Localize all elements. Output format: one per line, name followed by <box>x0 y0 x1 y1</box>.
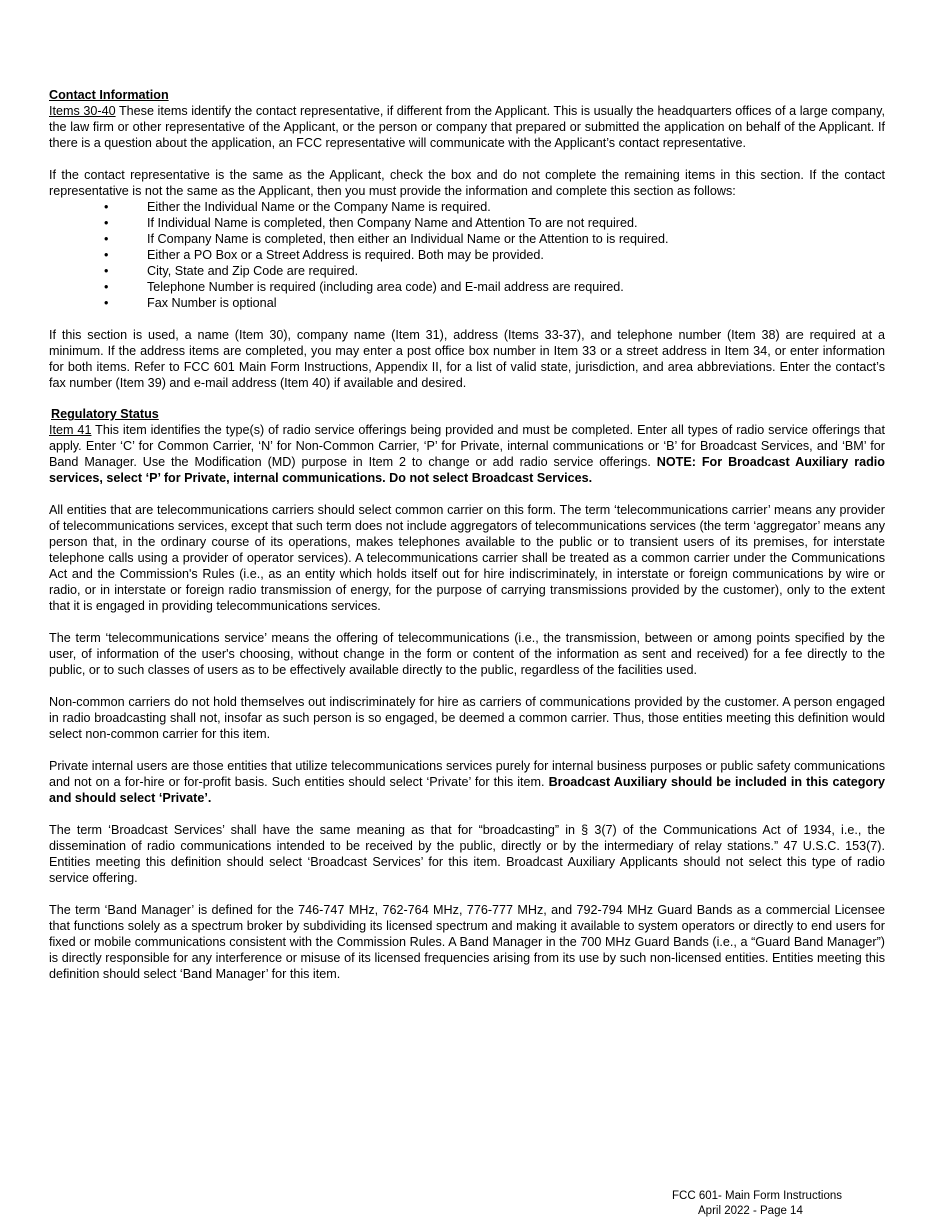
list-item: • Telephone Number is required (including area code) and E-mail address are required. <box>104 280 624 294</box>
contact-requirements-list <box>49 199 885 311</box>
contact-intro-paragraph: Items 30-40 These items identify the contact representative, if different from the Applicant. This is usually the headquarters offices of a large company, the law firm or other representative of the Applicant, or the person or company that prepared or submitted the application on behalf of the Applicant. If there is a question about the application, an FCC representative will communicate with the Applicant’s contact representative. <box>49 104 885 150</box>
bullet-icon: • <box>104 296 109 310</box>
list-item: • If Company Name is completed, then either an Individual Name or the Attention to is required. <box>104 232 669 246</box>
band-manager-paragraph: The term ‘Band Manager’ is defined for the 746-747 MHz, 762-764 MHz, 776-777 MHz, and 792-794 MHz Guard Bands as a commercial Licensee that functions solely as a spectrum broker by subdividing its licensed spectrum and making it available to system operators or directly to end users for fixed or mobile communications consistent with the Commission Rules. A Band Manager in the 700 MHz Guard Bands (i.e., a “Guard Band Manager”) is directly responsible for any interference or misuse of its licensed frequencies arising from its use by such non-licensed entities. Entities meeting this definition should select ‘Band Manager’ for this item. <box>49 903 885 981</box>
telecom-service-paragraph: The term ‘telecommunications service’ means the offering of telecommunications (i.e., the transmission, between or among points specified by the user, of information of the user's choosing, without change in the form or content of the information as sent and received) for a fee directly to the public, or to such classes of users as to be effectively available directly to the public, regardless of the facilities used. <box>49 631 885 677</box>
broadcast-auxiliary-note: NOTE: For Broadcast Auxiliary radio services, select ‘P’ for Private, internal communications. Do not select Broadcast Services. <box>49 455 885 485</box>
regulatory-status-heading: Regulatory Status <box>51 407 159 421</box>
bullet-icon: • <box>104 200 109 214</box>
private-bold-note: Broadcast Auxiliary should be included in this category and should select ‘Private’. <box>49 775 886 805</box>
common-carrier-paragraph: All entities that are telecommunications carriers should select common carrier on this form. The term ‘telecommunications carrier’ means any provider of telecommunications services, except that such term does not include aggregators of telecommunications services (the term ‘aggregator’ means any person that, in the ordinary course of its operations, makes telephones available to the public or to transient users of its premises, for interstate telephone calls using a provider of operator services). A telecommunications carrier shall be treated as a common carrier under the Communications Act and the Commission's Rules (i.e., as an entity which holds itself out for hire indiscriminately, in interstate or foreign communications by wire or radio, or in interstate or foreign radio transmission of energy, for the purpose of carrying transmissions provided by the customer), only to the extent that it is engaged in providing telecommunications services. <box>49 503 885 613</box>
list-item: • Either a PO Box or a Street Address is required. Both may be provided. <box>104 248 544 262</box>
contact-usage-paragraph: If this section is used, a name (Item 30), company name (Item 31), address (Items 33-37), and telephone number (Item 38) are required at a minimum. If the address items are completed, you may enter a post office box number in Item 33 or a street address in Item 34, or enter information for both items. Refer to FCC 601 Main Form Instructions, Appendix II, for a list of valid state, jurisdiction, and area abbreviations. Enter the contact’s fax number (Item 39) and e-mail address (Item 40) if available and desired. <box>49 328 885 390</box>
broadcast-services-paragraph: The term ‘Broadcast Services’ shall have the same meaning as that for “broadcasting” in § 3(7) of the Communications Act of 1934, i.e., the dissemination of radio communications intended to be received by the public, directly or by the intermediary of relay stations.” 47 U.S.C. 153(7). Entities meeting this definition should select ‘Broadcast Services’ for this item. Broadcast Auxiliary Applicants should not select this type of radio service offering. <box>49 823 885 885</box>
list-item: • If Individual Name is completed, then Company Name and Attention To are not required. <box>104 216 638 230</box>
footer-form-title: FCC 601- Main Form Instructions <box>672 1190 842 1202</box>
regulatory-intro-paragraph: Item 41 This item identifies the type(s) of radio service offerings being provided and must be completed. Enter all types of radio service offerings that apply. Enter ‘C’ for Common Carrier, ‘N’ for Non-Common Carrier, ‘P’ for Private, internal communications or ‘B’ for Broadcast Services, and ‘BM’ for Band Manager. Use the Modification (MD) purpose in Item 2 to change or add radio service offerings. NOTE: For Broadcast Auxiliary radio services, select ‘P’ for Private, internal communications. Do not select Broadcast Services. <box>49 423 886 485</box>
list-item: • Fax Number is optional <box>104 296 277 310</box>
non-common-carrier-paragraph: Non-common carriers do not hold themselves out indiscriminately for hire as carriers of communications provided by the customer. A person engaged in radio broadcasting shall not, insofar as such person is so engaged, be deemed a common carrier. Thus, those entities meeting this definition would select non-common carrier for this item. <box>49 695 885 741</box>
page-footer <box>672 1189 872 1219</box>
list-item: • Either the Individual Name or the Company Name is required. <box>104 200 491 214</box>
footer-page-number: April 2022 - Page 14 <box>698 1205 803 1217</box>
private-users-paragraph: Private internal users are those entities that utilize telecommunications services purely for internal business purposes or public safety communications and not on a for-hire or for-profit basis. Such entities should select ‘Private’ for this item. Broadcast Auxiliary should be included in this category and should select ‘Private’. <box>49 759 886 805</box>
bullet-icon: • <box>104 264 109 278</box>
item-41-label: Item 41 <box>49 423 92 437</box>
bullet-icon: • <box>104 216 109 230</box>
list-item: • City, State and Zip Code are required. <box>104 264 359 278</box>
bullet-icon: • <box>104 280 109 294</box>
bullet-icon: • <box>104 248 109 262</box>
items-30-40-label: Items 30-40 <box>49 104 116 118</box>
contact-information-heading: Contact Information <box>49 88 169 102</box>
bullet-icon: • <box>104 232 109 246</box>
contact-instructions-paragraph: If the contact representative is the same as the Applicant, check the box and do not complete the remaining items in this section. If the contact representative is not the same as the Applicant, then you must provide the information and complete this section as follows: <box>49 168 885 198</box>
document-page <box>49 87 885 982</box>
